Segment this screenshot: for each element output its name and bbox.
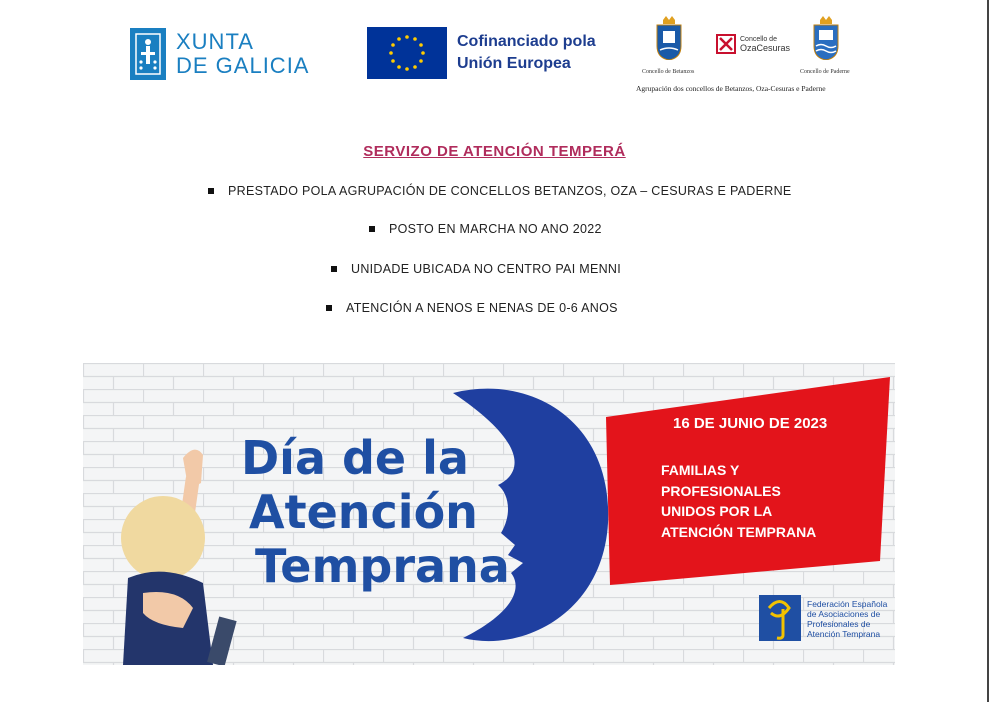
- oza-line1: Concello de: [740, 36, 777, 43]
- concellos-logos: [630, 14, 870, 99]
- headline-line-3: Temprana: [255, 539, 510, 593]
- federation-logo-icon: [759, 595, 801, 641]
- bullet-square-icon: [331, 266, 337, 272]
- bullet-square-icon: [369, 226, 375, 232]
- oza-logo: [716, 34, 790, 54]
- bullet-item: [331, 262, 621, 276]
- paderne-crest-icon: [811, 16, 841, 60]
- bullet-text: UNIDADE UBICADA NO CENTRO PAI MENNI: [351, 262, 622, 276]
- document-title: SERVIZO DE ATENCIÓN TEMPERÁ: [363, 143, 626, 160]
- eu-line1: Cofinanciado pola: [457, 33, 596, 50]
- paderne-label: Concello de Paderne: [800, 69, 850, 75]
- headline-line-2: Atención: [249, 485, 478, 539]
- bullet-square-icon: [326, 305, 332, 311]
- event-date: 16 DE JUNIO DE 2023: [673, 415, 828, 432]
- bullet-text: PRESTADO POLA AGRUPACIÓN DE CONCELLOS BETANZOS, OZA – CESURAS E PADERNE: [228, 184, 792, 198]
- betanzos-label: Concello de Betanzos: [642, 69, 695, 75]
- bullet-text: POSTO EN MARCHA NO ANO 2022: [389, 222, 602, 236]
- eu-flag-icon: [367, 27, 447, 79]
- headline-line-1: Día de la: [241, 431, 469, 485]
- xunta-shield-icon: [130, 28, 166, 80]
- bullet-item: [208, 184, 792, 198]
- xunta-line2: DE GALICIA: [176, 53, 310, 78]
- oza-line2: OzaCesuras: [740, 43, 791, 53]
- agrupacion-caption: Agrupación dos concellos de Betanzos, Oza-Cesuras e Paderne: [636, 84, 826, 93]
- bullet-text: ATENCIÓN A NENOS E NENAS DE 0-6 ANOS: [346, 301, 618, 315]
- eu-logo: [367, 27, 596, 79]
- federation-name: Federación Española de Asociaciones de Profesionales de Atención Temprana: [807, 599, 888, 639]
- event-slogan: FAMILIAS Y PROFESIONALES UNIDOS POR LA ATENCIÓN TEMPRANA: [661, 462, 817, 540]
- betanzos-crest-icon: [654, 16, 684, 60]
- xunta-logo: [130, 28, 309, 80]
- eu-line2: Unión Europea: [457, 55, 571, 72]
- event-banner: [83, 363, 895, 665]
- bullet-item: [326, 301, 618, 315]
- oza-mark-icon: [716, 34, 736, 54]
- xunta-line1: XUNTA: [176, 29, 254, 54]
- bullet-item: [369, 222, 602, 236]
- bullet-square-icon: [208, 188, 214, 194]
